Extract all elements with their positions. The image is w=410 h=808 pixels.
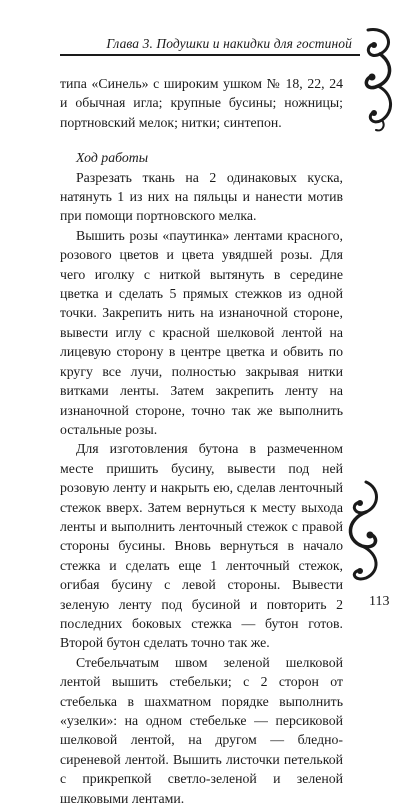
paragraph-cut-fabric: Разрезать ткань на 2 одинаковых куска, натянуть 1 из них на пяльцы и нанести мотив при помощи портновского мелка. (60, 169, 343, 224)
paragraph-roses: Вышить розы «паутинка» лентами красного, розового цветов и цвета увядшей розы. Для чего иголку с ниткой вытянуть в середине цветка и сделать 5 прямых стежков из одной точки. Закрепить нить на изнаночной стороне, вывести иглу с красной шелковой лентой на лицевую сторону в центре цветка и обвить по кругу все лучи, полностью закрывая нитки витками ленты. Затем закрепить ленту на изнаночной стороне, точно так же выполнить остальные розы. (60, 227, 343, 437)
chapter-title: Глава 3. Подушки и накидки для гостиной (106, 36, 352, 51)
section-heading: Ход работы (76, 150, 149, 166)
header-rule (60, 54, 360, 56)
paragraph-stems: Стебельчатым швом зеленой шелковой лентой вышить стебельки; с 2 сторон от стебелька в шахматном порядке выполнить «узелки»: на одном стебельке — персиковой шелковой лентой, на другом — бледно-сиреневой лентой. Вышить листочки петелькой с прикрепкой светло-зеленой и зеленой шелковыми лентами. (60, 654, 343, 806)
page-header (0, 0, 410, 64)
main-text (60, 74, 343, 808)
flourish-ornament-bottom (340, 478, 388, 586)
page-number: 113 (369, 594, 390, 609)
flourish-ornament-top (358, 24, 402, 134)
paragraph-bud: Для изготовления бутона в размеченном месте пришить бусину, вывести под ней розовую ленту и накрыть ею, сделав ленточный стежок вверх. Затем вернуться к месту выхода ленты и выполнить ленточный стежок с правой стороны бусины. Вновь вернуться в начало стежка и сделать еще 1 ленточный стежок, огибая бусину с левой стороны. Вывести зеленую ленту под бусиной и повторить 2 последних боковых стежка — бутон готов. Второй бутон сделать точно так же. (60, 441, 343, 651)
intro-paragraph: типа «Синель» с широким ушком № 18, 22, 24 и обычная игла; крупные бусины; ножницы; портновский мелок; нитки; синтепон. (60, 76, 343, 130)
